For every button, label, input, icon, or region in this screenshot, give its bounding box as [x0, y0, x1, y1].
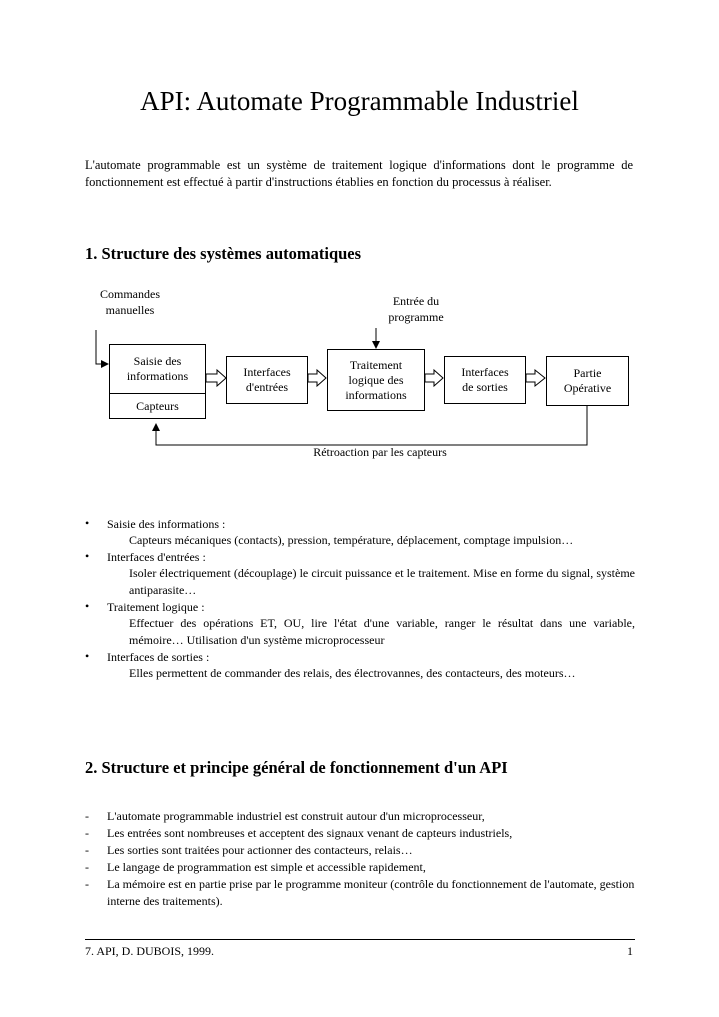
- bullet-icon: •: [85, 649, 90, 663]
- interfaces-sorties-box: [444, 356, 526, 404]
- bullet-heading: Saisie des informations :: [107, 517, 226, 531]
- partie-line2: Opérative: [563, 381, 612, 395]
- section1-bullet-list: [85, 516, 635, 682]
- traitement-line1: Traitement: [349, 357, 403, 372]
- list-item-text: L'automate programmable industriel est construit autour d'un microprocesseur,: [107, 809, 485, 823]
- list-item: [85, 842, 635, 859]
- retroaction-line: [156, 406, 587, 445]
- dash-icon: -: [85, 826, 89, 840]
- bullet-icon: •: [85, 599, 90, 613]
- bullet-icon: •: [85, 549, 90, 563]
- list-item-text: Les entrées sont nombreuses et acceptent des signaux venant de capteurs industriels,: [107, 826, 513, 840]
- bullet-description: Effectuer des opérations ET, OU, lire l'état d'une variable, ranger le résultat dans une variable, mémoire… Utilisation d'un système microprocesseur: [129, 616, 635, 647]
- page-title: API: Automate Programmable Industriel: [140, 86, 579, 116]
- traitement-line3: informations: [345, 387, 407, 402]
- bullet-icon: •: [85, 516, 90, 530]
- partie-operative-box: [546, 356, 629, 406]
- bullet-heading: Traitement logique :: [107, 600, 205, 614]
- capteurs-label: Capteurs: [136, 398, 179, 413]
- dash-icon: -: [85, 860, 89, 874]
- list-item: [85, 859, 635, 876]
- bullet-description: Isoler électriquement (découplage) le circuit puissance et le traitement. Mise en forme du signal, système antiparasite…: [129, 566, 635, 597]
- commandes-label-line1: Commandes: [100, 287, 160, 301]
- section1-heading: 1. Structure des systèmes automatiques: [85, 244, 362, 263]
- list-item: [85, 808, 635, 825]
- capteurs-box: [109, 393, 206, 419]
- dash-icon: -: [85, 843, 89, 857]
- entree-programme-label: [368, 293, 464, 325]
- page-number: 1: [627, 944, 633, 958]
- saisie-label-line1: Saisie des: [133, 354, 182, 368]
- retroaction-label: Rétroaction par les capteurs: [313, 445, 447, 459]
- bullet-description: Elles permettent de commander des relais, des électrovannes, des contacteurs, des moteurs…: [129, 666, 576, 680]
- flow-arrow-2: [308, 370, 326, 386]
- footer-citation: 7. API, D. DUBOIS, 1999.: [85, 944, 215, 958]
- list-item: [85, 599, 635, 649]
- interfaces-sorties-line1: Interfaces: [461, 365, 509, 379]
- partie-line1: Partie: [573, 366, 602, 380]
- list-item: [85, 825, 635, 842]
- list-item-text: Les sorties sont traitées pour actionner des contacteurs, relais…: [107, 843, 413, 857]
- interfaces-entrees-line1: Interfaces: [243, 365, 291, 379]
- flow-arrow-1: [206, 370, 226, 386]
- intro-paragraph: L'automate programmable est un système de traitement logique d'informations dont le programme de fonctionnement est effectué à partir d'instructions établies en fonction du processus à réaliser.: [85, 158, 633, 189]
- flow-arrow-4: [526, 370, 545, 386]
- section2-heading: 2. Structure et principe général de fonctionnement d'un API: [85, 758, 508, 777]
- commandes-manuelles-label: [82, 286, 178, 318]
- saisie-box: [109, 344, 206, 394]
- traitement-line2: logique des: [348, 372, 404, 387]
- footer-divider: [85, 939, 635, 940]
- interfaces-sorties-line2: de sorties: [462, 380, 508, 394]
- commandes-label-line2: manuelles: [105, 303, 155, 317]
- entree-label-line2: programme: [388, 310, 444, 324]
- dash-icon: -: [85, 809, 89, 823]
- list-item: [85, 516, 635, 549]
- traitement-box: [327, 349, 425, 411]
- bullet-heading: Interfaces de sorties :: [107, 650, 210, 664]
- interfaces-entrees-line2: d'entrées: [245, 380, 289, 394]
- dash-icon: -: [85, 877, 89, 891]
- saisie-label-line2: informations: [126, 369, 189, 383]
- list-item: [85, 549, 635, 599]
- commandes-arrow: [96, 330, 108, 364]
- list-item: [85, 649, 635, 682]
- list-item-text: La mémoire est en partie prise par le programme moniteur (contrôle du fonctionnement de l'automate, gestion interne des traitements).: [107, 877, 635, 908]
- interfaces-entrees-box: [226, 356, 308, 404]
- list-item: [85, 876, 635, 910]
- bullet-description: Capteurs mécaniques (contacts), pression, température, déplacement, comptage impulsion…: [129, 533, 574, 547]
- section2-dash-list: [85, 808, 635, 910]
- list-item-text: Le langage de programmation est simple et accessible rapidement,: [107, 860, 426, 874]
- entree-label-line1: Entrée du: [392, 294, 440, 308]
- bullet-heading: Interfaces d'entrées :: [107, 550, 206, 564]
- flow-arrow-3: [425, 370, 443, 386]
- structure-diagram: [80, 282, 640, 467]
